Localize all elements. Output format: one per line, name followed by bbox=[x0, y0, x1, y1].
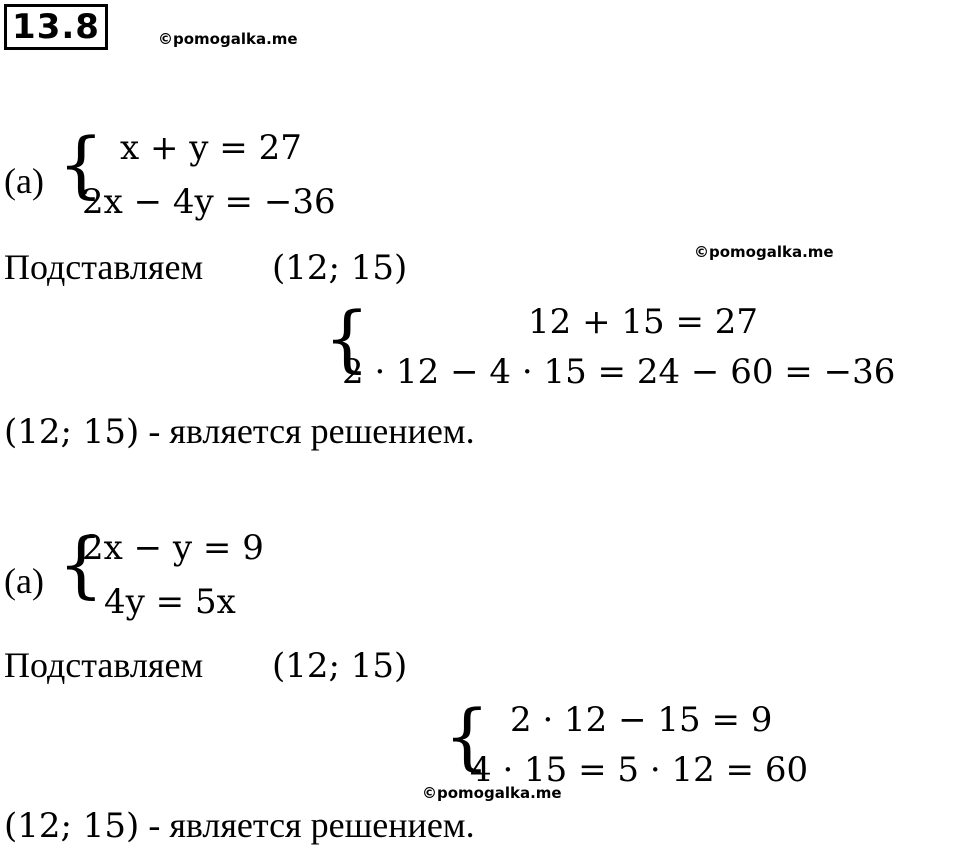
part-a-equation-2: 2x − 4y = −36 bbox=[82, 182, 336, 222]
part-b-equation-2: 4y = 5x bbox=[104, 582, 236, 622]
part-b-conclusion bbox=[4, 804, 475, 846]
watermark-bottom: ©pomogalka.me bbox=[422, 784, 562, 802]
part-a-conclusion-text: - является решением. bbox=[139, 411, 475, 451]
part-b-system-brace: { bbox=[58, 522, 104, 606]
part-b-equation-1: 2x − y = 9 bbox=[82, 528, 264, 568]
problem-number: 13.8 bbox=[4, 4, 108, 50]
part-a-check-brace: { bbox=[324, 296, 370, 380]
part-b-conclusion-point: (12; 15) bbox=[4, 806, 140, 846]
part-b-check-1: 2 · 12 − 15 = 9 bbox=[510, 700, 773, 740]
part-b-conclusion-text: - является решением. bbox=[139, 805, 475, 845]
part-a-check-2: 2 · 12 − 4 · 15 = 24 − 60 = −36 bbox=[342, 352, 896, 392]
part-a-equation-1: x + y = 27 bbox=[120, 128, 302, 168]
part-a-label: (a) bbox=[4, 161, 44, 201]
part-a-substitute-label: Подставляем bbox=[4, 247, 204, 287]
watermark-top: ©pomogalka.me bbox=[158, 30, 298, 48]
part-b-substitute-label: Подставляем bbox=[4, 645, 204, 685]
part-b-check-2: 4 · 15 = 5 · 12 = 60 bbox=[470, 750, 809, 790]
part-a-conclusion bbox=[4, 410, 475, 452]
part-a-substitute-point: (12; 15) bbox=[272, 248, 408, 288]
part-a-system-brace: { bbox=[58, 122, 104, 206]
part-a-conclusion-point: (12; 15) bbox=[4, 412, 140, 452]
part-b-label: (a) bbox=[4, 561, 44, 601]
part-a-check-1: 12 + 15 = 27 bbox=[528, 302, 758, 342]
part-b-substitute-point: (12; 15) bbox=[272, 646, 408, 686]
part-b-check-brace: { bbox=[444, 694, 490, 778]
watermark-middle: ©pomogalka.me bbox=[694, 243, 834, 261]
